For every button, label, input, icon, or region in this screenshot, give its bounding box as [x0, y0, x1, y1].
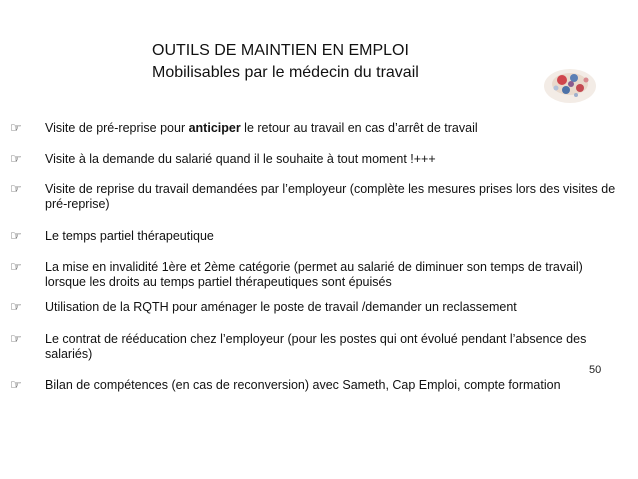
list-item-text: Visite de reprise du travail demandées par l’employeur (complète les mesures prises lors des visites de pré-reprise) [45, 182, 616, 211]
pointing-hand-icon: ☞ [10, 182, 22, 197]
decorative-rosette-icon [540, 62, 600, 110]
list-item-text: Le temps partiel thérapeutique [45, 229, 214, 243]
emphasis: anticiper [188, 121, 241, 135]
title-line-1: OUTILS DE MAINTIEN EN EMPLOI [152, 42, 409, 59]
title-line-2: Mobilisables par le médecin du travail [152, 64, 419, 81]
pointing-hand-icon: ☞ [10, 378, 22, 393]
pointing-hand-icon: ☞ [10, 332, 22, 347]
pointing-hand-icon: ☞ [10, 300, 22, 315]
list-item-text: Utilisation de la RQTH pour aménager le poste de travail /demander un reclassement [45, 300, 517, 314]
list-item-text: Le contrat de rééducation chez l’employeur (pour les postes qui ont évolué pendant l’absence des salariés) [45, 332, 587, 361]
pointing-hand-icon: ☞ [10, 229, 22, 244]
list-item-text: Visite à la demande du salarié quand il le souhaite à tout moment !+++ [45, 152, 436, 166]
list-item-text: Visite de pré-reprise pour anticiper le retour au travail en cas d’arrêt de travail [45, 121, 478, 135]
list-item-text: Bilan de compétences (en cas de reconversion) avec Sameth, Cap Emploi, compte formation [45, 378, 561, 392]
pointing-hand-icon: ☞ [10, 152, 22, 167]
page-number: 50 [589, 364, 602, 376]
pointing-hand-icon: ☞ [10, 260, 22, 275]
list-item-text: La mise en invalidité 1ère et 2ème catégorie (permet au salarié de diminuer son temps de travail) lorsque les droits au temps partiel thérapeutiques sont épuisés [45, 260, 583, 289]
pointing-hand-icon: ☞ [10, 121, 22, 136]
slide-title [152, 40, 452, 84]
